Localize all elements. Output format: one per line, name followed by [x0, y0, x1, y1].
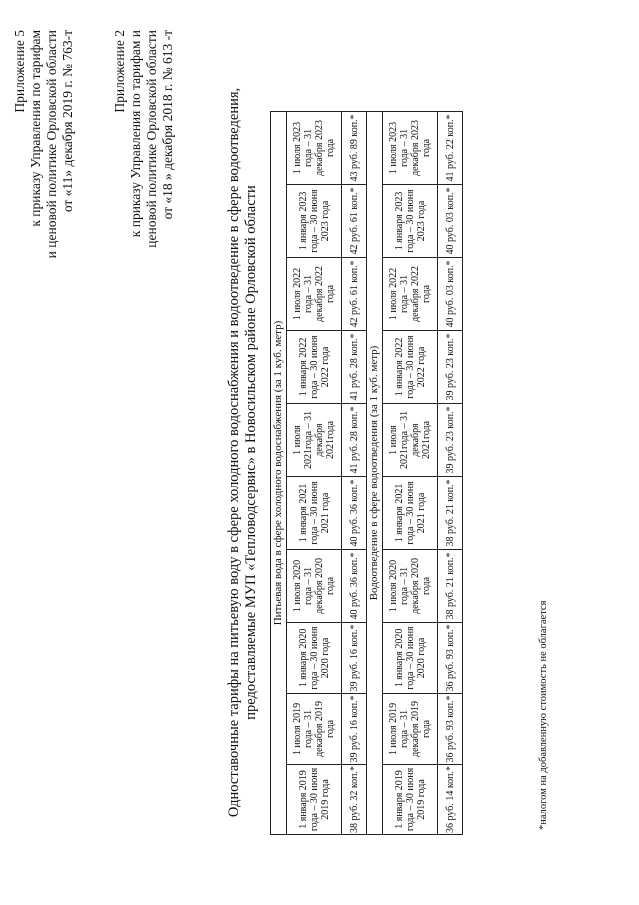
tariff-value: 39 руб. 23 коп.* [438, 330, 463, 403]
appendix-5-date: от «11» декабря 2019 г. № 763-т [60, 30, 75, 213]
period-cell: 1 января 2020 года – 30 июня 2020 года [383, 622, 438, 693]
tariff-value: 40 руб. 03 коп.* [438, 184, 463, 257]
appendix-2-header [112, 30, 176, 248]
period-cell: 1 июля 2020 года – 31 декабря 2020 года [287, 549, 342, 622]
appendix-2-date: от «18 » декабря 2018 г. № 613 -т [160, 30, 175, 220]
period-cell: 1 января 2023 года – 30 июня 2023 года [383, 184, 438, 257]
document-heading [226, 60, 260, 845]
period-cell: 1 июля 2023 года – 31 декабря 2023 года [287, 111, 342, 184]
tariff-value: 41 руб. 28 коп.* [342, 403, 367, 476]
tariff-value: 38 руб. 21 коп.* [438, 476, 463, 549]
tariff-value: 43 руб. 89 коп.* [342, 111, 367, 184]
appendix-2-line: ценовой политике Орловской области [144, 30, 159, 248]
tariff-table [270, 111, 463, 835]
tariff-value: 38 руб. 32 коп.* [342, 764, 367, 834]
period-row-water [287, 111, 342, 834]
period-cell: 1 января 2021 года – 30 июня 2021 года [383, 476, 438, 549]
period-cell: 1 января 2019 года – 30 июня 2019 года [383, 764, 438, 834]
period-cell: 1 июля 2020 года – 31 декабря 2020 года [383, 549, 438, 622]
appendix-2-line: к приказу Управления по тарифам и [128, 30, 143, 238]
period-cell: 1 января 2022 года – 30 июня 2022 года [287, 330, 342, 403]
period-cell: 1 июля 2021года – 31 декабря 2021года [287, 403, 342, 476]
period-cell: 1 января 2023 года – 30 июня 2023 года [287, 184, 342, 257]
tariff-value: 40 руб. 03 коп.* [438, 257, 463, 330]
heading-line: предоставляемые МУП «Тепловодсервис» в Новосильском районе Орловской области [243, 185, 259, 720]
tariff-value: 40 руб. 36 коп.* [342, 476, 367, 549]
period-cell: 1 января 2019 года – 30 июня 2019 года [287, 764, 342, 834]
tariff-value: 42 руб. 61 коп.* [342, 257, 367, 330]
tariff-value: 36 руб. 93 коп.* [438, 693, 463, 764]
value-row-sewer [438, 111, 463, 834]
tariff-value: 36 руб. 93 коп.* [438, 622, 463, 693]
tariff-value: 38 руб. 21 коп.* [438, 549, 463, 622]
tariff-value: 36 руб. 14 коп.* [438, 764, 463, 834]
tariff-value: 39 руб. 23 коп.* [438, 403, 463, 476]
period-cell: 1 января 2020 года – 30 июня 2020 года [287, 622, 342, 693]
tariff-value: 40 руб. 36 коп.* [342, 549, 367, 622]
period-cell: 1 января 2022 года – 30 июня 2022 года [383, 330, 438, 403]
tariff-value: 41 руб. 22 коп.* [438, 111, 463, 184]
period-cell: 1 января 2021 года – 30 июня 2021 года [287, 476, 342, 549]
appendix-5-line: и ценовой политике Орловской области [44, 30, 59, 259]
tariff-value: 42 руб. 61 коп.* [342, 184, 367, 257]
section-row-sewer [367, 111, 383, 834]
heading-line: Одноставочные тарифы на питьевую воду в сфере холодного водоснабжения и водоотведение в сфере водоотведения, [226, 87, 242, 818]
section-title-water: Питьевая вода в сфере холодного водоснабжения (за 1 куб. метр) [271, 111, 287, 834]
appendix-2-title: Приложение 2 [112, 30, 127, 113]
section-row-water [271, 111, 287, 834]
value-row-water [342, 111, 367, 834]
appendix-5-title: Приложение 5 [12, 30, 27, 113]
period-cell: 1 июля 2019 года – 31 декабря 2019 года [287, 693, 342, 764]
period-row-sewer [383, 111, 438, 834]
appendix-5-line: к приказу Управления по тарифам [28, 30, 43, 227]
tariff-value: 39 руб. 16 коп.* [342, 622, 367, 693]
period-cell: 1 июля 2021года – 31 декабря 2021года [383, 403, 438, 476]
tariff-value: 41 руб. 28 коп.* [342, 330, 367, 403]
period-cell: 1 июля 2022 года – 31 декабря 2022 года [383, 257, 438, 330]
section-title-sewer: Водоотведение в сфере водоотведения (за 1 куб. метр) [367, 111, 383, 834]
period-cell: 1 июля 2023 года – 31 декабря 2023 года [383, 111, 438, 184]
appendix-5-header [12, 30, 76, 258]
tariff-value: 39 руб. 16 коп.* [342, 693, 367, 764]
vat-footnote: *налогом на добавленную стоимость не облагается [538, 600, 549, 830]
period-cell: 1 июля 2022 года – 31 декабря 2022 года [287, 257, 342, 330]
period-cell: 1 июля 2019 года – 31 декабря 2019 года [383, 693, 438, 764]
